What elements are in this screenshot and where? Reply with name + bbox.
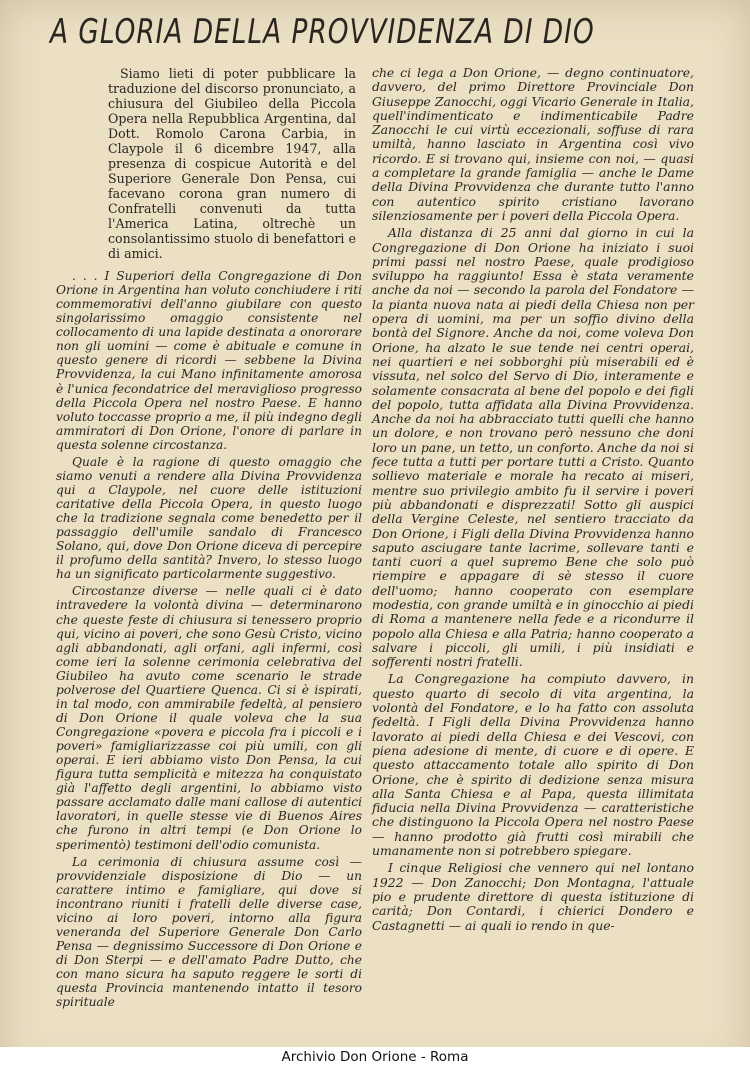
body-paragraph: . . . I Superiori della Congregazione di Don Orione in Argentina han voluto conchiudere i riti commemorativi dell'anno giubilare con questo singolarissimo omaggio consistente nel collocamento di una lapide destinata a onororare non gli uomini — come è abituale e comune in questo genere di ricordi — sebbene la Divina Provvidenza, la cui Mano infinitamente amorosa è l'unica fecondatrice del meraviglioso progresso della Piccola Opera nel nostro Paese. E hanno voluto toccasse proprio a me, il più indegno degli ammiratori di Don Orione, l'onore di parlare in questa solenne circostanza. [56, 269, 362, 452]
body-paragraph: La cerimonia di chiusura assume così — provvidenziale disposizione di Dio — un carattere intimo e famigliare, qui dove si incontrano riuniti i fratelli delle diverse case, vicino ai loro poveri, intorno alla figura veneranda del Superiore Generale Don Carlo Pensa — degnissimo Successore di Don Orione e di Don Sterpi — e dell'amato Padre Dutto, che con mano sicura ha saputo reggere le sorti di questa Provincia mantenendo intatto il tesoro spirituale [56, 854, 362, 1010]
archive-credit: Archivio Don Orione - Roma [281, 1049, 469, 1065]
intro-paragraph: Siamo lieti di poter pubblicare la traduzione del discorso pronunciato, a chiusura del Giubileo della Piccola Opera nella Repubblica Argentina, dal Dott. Romolo Carona Carbia, in Claypole il 6 dicembre 1947, alla presenza di cospicue Autorità e del Superiore Generale Don Pensa, cui facevano corona gran numero di Confratelli convenuti da tutta l'America Latina, oltrechè un consolantissimo stuolo di benefattori e di amici. [108, 66, 356, 261]
headline: A GLORIA DELLA PROVVIDENZA DI DIO [50, 12, 595, 52]
archive-footer [0, 1047, 750, 1074]
body-paragraph: Quale è la ragione di questo omaggio che siamo venuti a rendere alla Divina Provvidenza qui a Claypole, nel cuore delle istituzioni caritative della Piccola Opera, in questo luogo che la tradizione segnala come benedetto per il passaggio dell'umile sandalo di Francesco Solano, qui, dove Don Orione diceva di percepire il profumo della santità? Invero, lo stesso luogo ha un significato particolarmente suggestivo. [56, 454, 362, 582]
body-paragraph: I cinque Religiosi che vennero qui nel lontano 1922 — Don Zanocchi; Don Montagna, l'attuale pio e prudente direttore di questa istituzione di carità; Don Contardi, i chierici Dondero e Castagnetti — ai quali io rendo in que- [372, 860, 694, 933]
body-paragraph: Alla distanza di 25 anni dal giorno in cui la Congregazione di Don Orione ha iniziato i suoi primi passi nel nostro Paese, quale prodigioso sviluppo ha raggiunto! Essa è stata veramente anche da noi — secondo la parola del Fondatore — la pianta nuova nata ai piedi della Chiesa non per opera di uomini, ma per un soffio divino della bontà del Signore. Anche da noi, come voleva Don Orione, ha alzato le sue tende nei centri operai, nei quartieri e nei sobborghi più miserabili ed è vissuta, nel solco del Servo di Dio, interamente e solamente consacrata al bene del popolo e dei figli del popolo, tutta affidata alla Divina Provvidenza. Anche da noi ha abbracciato tutti quelli che hanno un dolore, e non trovano però nessuno che doni loro un pane, un tetto, un conforto. Anche da noi si fece tutta a tutti per portare tutti a Cristo. Quanto sollievo materiale e morale ha recato ai miseri, mentre suo privilegio ambito fu il servire i poveri più abbandonati e disprezzati! Sotto gli auspici della Vergine Celeste, nel sentiero tracciato da Don Orione, i Figli della Divina Provvidenza hanno saputo asciugare tante lacrime, sollevare tanti e tanti cuori a quel supremo Bene che solo può riempire e appagare di sè stesso il cuore dell'uomo; hanno cooperato con esemplare modestia, con grande umiltà e in ginocchio ai piedi di Roma a mantenere nella fede e a ricondurre il popolo alla Chiesa e alla Patria; hanno cooperato a salvare i piccoli, gli umili, i più insidiati e sofferenti nostri fratelli. [372, 225, 694, 670]
body-paragraph: La Congregazione ha compiuto davvero, in questo quarto di secolo di vita argentina, la volontà del Fondatore, e lo ha fatto con assoluta fedeltà. I Figli della Divina Provvidenza hanno lavorato ai piedi della Chiesa e dei Vescovi, con piena adesione di mente, di cuore e di opere. E questo attaccamento totale allo spirito di Don Orione, che è spirito di dedizione senza misura alla Santa Chiesa e al Papa, questa illimitata fiducia nella Divina Provvidenza — caratteristiche che distinguono la Piccola Opera nel nostro Paese — hanno prodotto già frutti così mirabili che umanamente non si potrebbero spiegare. [372, 671, 694, 859]
left-column [56, 66, 362, 1012]
body-paragraph: Circostanze diverse — nelle quali ci è dato intravedere la volontà divina — determinarono che queste feste di chiusura si tenessero proprio qui, vicino ai poveri, che sono Gesù Cristo, vicino agli abbandonati, agli orfani, agli infermi, così come ieri la solenne cerimonia celebrativa del Giubileo ha avuto come scenario le strade polverose del Quartiere Quenca. Ci si è ispirati, in tal modo, con ammirabile fedeltà, al pensiero di Don Orione il quale voleva che la sua Congregazione «povera e piccola fra i piccoli e i poveri» famigliarizzasse coi più umili, con gli operai. E ieri abbiamo visto Don Pensa, la cui figura tutta semplicità e mitezza ha conquistato già l'affetto degli argentini, lo abbiamo visto passare acclamato dalle mani callose di autentici lavoratori, in quelle stesse vie di Buenos Aires che furono in altri tempi (e Don Orione lo sperimentò) testimoni dell'odio comunista. [56, 584, 362, 852]
right-column [372, 66, 694, 936]
body-paragraph: che ci lega a Don Orione, — degno continuatore, davvero, del primo Direttore Provinciale Don Giuseppe Zanocchi, oggi Vicario Generale in Italia, quell'indimenticato e indimenticabile Padre Zanocchi le cui virtù eccezionali, soffuse di rara umiltà, hanno lasciato in Argentina così vivo ricordo. E si trovano qui, insieme con noi, — quasi a completare la grande famiglia — anche le Dame della Divina Provvidenza che durante tutto l'anno con autentico spirito cristiano lavorano silenziosamente per i poveri della Piccola Opera. [372, 65, 694, 223]
